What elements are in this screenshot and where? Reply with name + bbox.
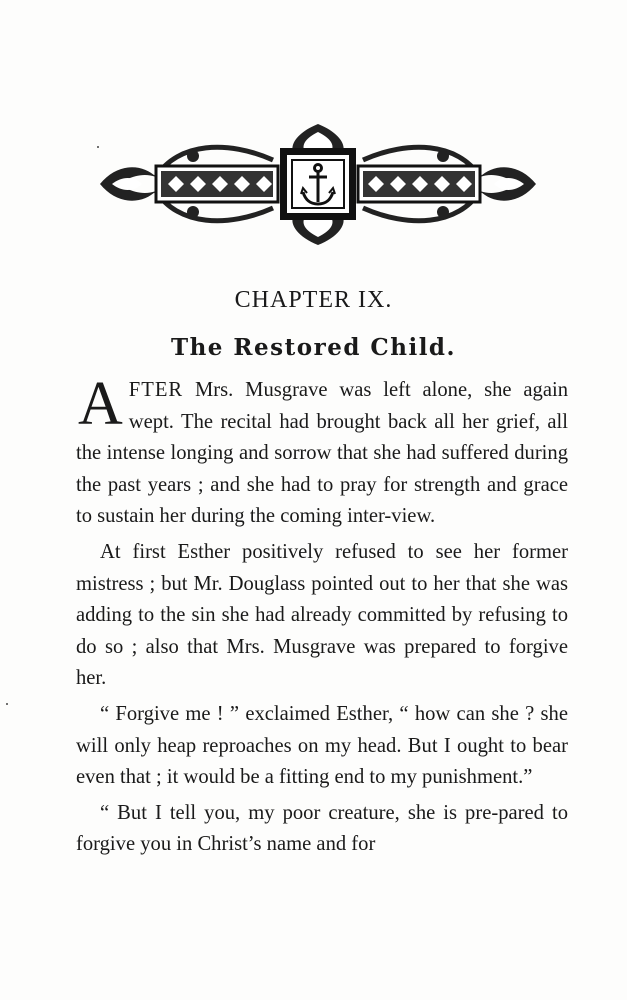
paragraph-3: “ Forgive me ! ” exclaimed Esther, “ how can she ? she will only heap reproaches on my head. But I ought to bear even that ; it would be a fitting end to my punishment.” <box>76 702 568 789</box>
chapter-title: The Restored Child. <box>170 334 457 361</box>
paper-speck <box>6 703 8 705</box>
paragraph-2: At first Esther positively refused to see her former mistress ; but Mr. Douglass pointed out to her that she was adding to the sin she had already committed by refusing to do so ; also that Mrs. Musgrave was prepared to forgive her. <box>76 540 568 690</box>
opening-smallcaps: FTER <box>128 379 184 401</box>
chapter-body <box>76 370 568 861</box>
chapter-heading: CHAPTER IX. <box>234 287 393 313</box>
chapter-ornament <box>98 122 538 247</box>
drop-cap: A <box>78 370 123 438</box>
paragraph-1 <box>76 370 568 533</box>
paper-speck <box>97 146 99 148</box>
paragraph-1-text: Mrs. Musgrave was left alone, she again wept. The recital had brought back all her grief, all the intense longing and sorrow that she had suffered during the past years ; and she had to pray for strength and grace to sustain her during the coming inter-view. <box>76 379 568 528</box>
paragraph-4: “ But I tell you, my poor creature, she is pre-pared to forgive you in Christ’s name and for <box>76 801 568 856</box>
